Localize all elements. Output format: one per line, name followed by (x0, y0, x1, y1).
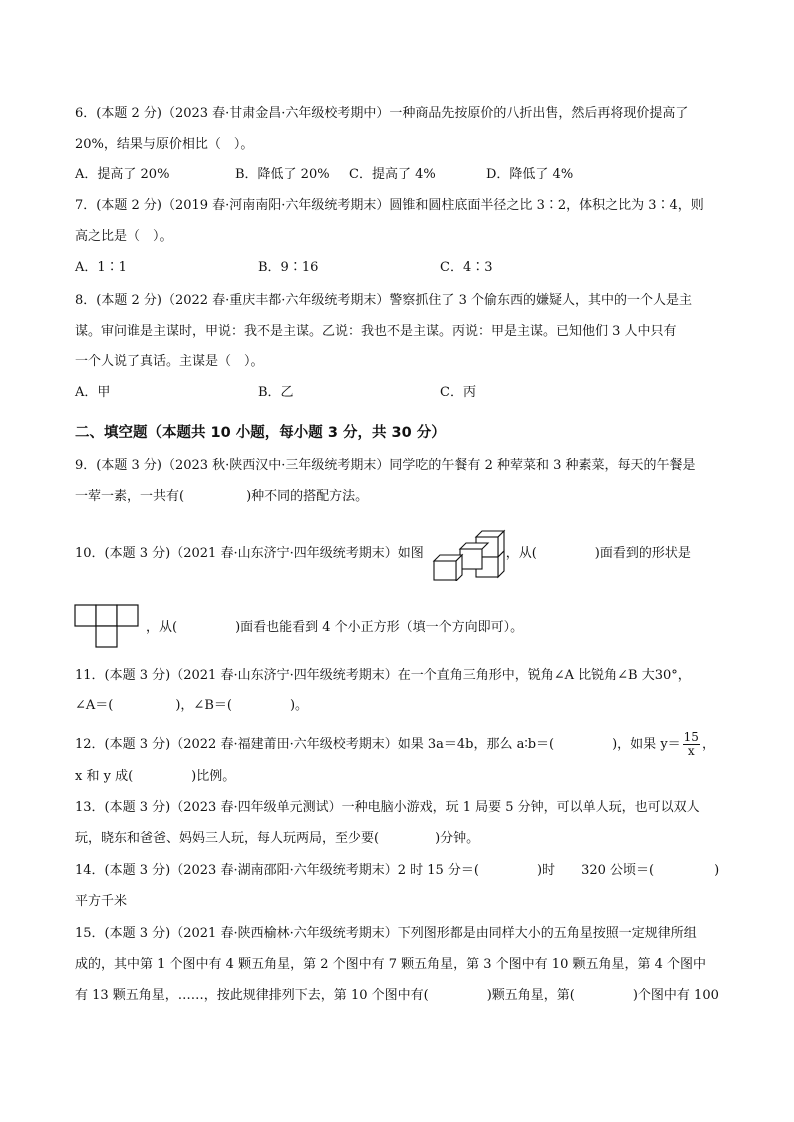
q9-text-a: 一荤一素，一共有( (75, 489, 185, 504)
q11-line2 (75, 698, 308, 714)
q8-line3: 一个人说了真话。主谋是（ ）。 (75, 354, 264, 369)
q8-line1: 8．(本题 2 分)（2022 春·重庆丰都·六年级统考期末）警察抓住了 3 个偷东西的嫌疑人，其中的一个人是主 (75, 293, 692, 308)
q10-line2 (146, 620, 523, 636)
q12-line2 (75, 769, 235, 785)
q10-text-c: )面看到的形状是 (594, 546, 691, 561)
q14-text-a: 14．(本题 3 分)（2023 春·湖南邵阳·六年级统考期末）2 时 15 分＝( (75, 863, 479, 878)
q13-text-a: 玩，晓东和爸爸、妈妈三人玩，每人玩两局，至少要( (75, 831, 380, 846)
q12-text-d: x 和 y 成( (75, 769, 134, 784)
q15-line3 (75, 988, 719, 1004)
q10-cubes-figure (432, 519, 512, 581)
q13-line2 (75, 831, 479, 847)
q6-line2: 20%，结果与原价相比（ ）。 (75, 137, 254, 152)
q7-option-a: A．1∶1 (75, 260, 127, 275)
q13-line1: 13．(本题 3 分)（2023 春·四年级单元测试）一种电脑小游戏，玩 1 局要 5 分钟，可以单人玩，也可以双人 (75, 800, 700, 815)
q14-text-c: 320 公顷＝( (581, 863, 655, 878)
q14-text-d: ) (714, 863, 720, 878)
q12-fraction-numerator: 15 (683, 730, 699, 744)
q10-text-a: 10．(本题 3 分)（2021 春·山东济宁·四年级统考期末）如图 (75, 546, 424, 561)
q11-line1: 11．(本题 3 分)（2021 春·山东济宁·四年级统考期末）在一个直角三角形中，锐角∠A 比锐角∠B 大30°， (75, 668, 691, 683)
q14-line2: 平方千米 (75, 894, 128, 909)
q12-fraction-denominator: x (687, 744, 695, 758)
q14-text-b: )时 (536, 863, 556, 878)
q7-line1: 7．(本题 2 分)（2019 春·河南南阳·六年级统考期末）圆锥和圆柱底面半径之比 3∶2，体积之比为 3∶4，则 (75, 198, 704, 213)
q10-t-shape-figure (74, 604, 140, 652)
q6-option-c: C．提高了 4% (349, 167, 436, 182)
q7-option-c: C．4∶3 (440, 260, 493, 275)
q12-fraction (683, 731, 700, 758)
q6-option-d: D．降低了 4% (486, 167, 574, 182)
q11-text-a: ∠A＝( (75, 698, 114, 713)
q6-option-b: B．降低了 20% (235, 167, 330, 182)
q6-line1: 6．(本题 2 分)（2023 春·甘肃金昌·六年级校考期中）一种商品先按原价的八折出售，然后再将现价提高了 (75, 106, 689, 121)
q8-option-a: A．甲 (75, 385, 111, 400)
q9-line1: 9．(本题 3 分)（2023 秋·陕西汉中·三年级统考期末）同学吃的午餐有 2 种荤菜和 3 种素菜，每天的午餐是 (75, 458, 696, 473)
q11-text-c: )。 (289, 698, 309, 713)
q10-text-e: )面看也能看到 4 个小正方形（填一个方向即可）。 (235, 620, 524, 635)
q8-option-c: C．丙 (440, 385, 476, 400)
q8-option-b: B．乙 (258, 385, 294, 400)
q13-text-b: )分钟。 (435, 831, 480, 846)
section2-heading: 二、填空题（本题共 10 小题，每小题 3 分，共 30 分） (75, 425, 446, 441)
q9-line2 (75, 489, 368, 505)
q9-text-b: )种不同的搭配方法。 (246, 489, 369, 504)
q12-text-e: )比例。 (191, 769, 236, 784)
q10-line1 (75, 546, 691, 562)
q12-line1 (75, 729, 715, 761)
q15-text-a: 有 13 颗五角星，……，按此规律排列下去，第 10 个图中有( (75, 988, 429, 1003)
q11-text-b: )，∠B＝( (175, 698, 232, 713)
q12-text-b: )，如果 y＝ (612, 737, 681, 752)
q15-text-c: )个图中有 100 (632, 988, 719, 1003)
q10-text-b: ，从( (505, 546, 537, 561)
q7-line2: 高之比是（ ）。 (75, 229, 173, 244)
q15-line1: 15．(本题 3 分)（2021 春·陕西榆林·六年级统考期末）下列图形都是由同样大小的五角星按照一定规律所组 (75, 926, 697, 941)
q10-text-d: ，从( (146, 620, 178, 635)
q15-text-b: )颗五角星，第( (486, 988, 575, 1003)
q14-line1 (75, 863, 719, 879)
q7-option-b: B．9∶16 (258, 260, 319, 275)
q12-text-c: ， (701, 737, 715, 752)
q8-line2: 谋。审问谁是主谋时，甲说：我不是主谋。乙说：我也不是主谋。丙说：甲是主谋。已知他们 3 人中只有 (75, 324, 677, 339)
q15-line2: 成的，其中第 1 个图中有 4 颗五角星，第 2 个图中有 7 颗五角星，第 3 个图中有 10 颗五角星，第 4 个图中 (75, 957, 707, 972)
q6-option-a: A．提高了 20% (75, 167, 170, 182)
q12-text-a: 12．(本题 3 分)（2022 春·福建莆田·六年级校考期末）如果 3a＝4b，那么 a∶b＝( (75, 737, 555, 752)
